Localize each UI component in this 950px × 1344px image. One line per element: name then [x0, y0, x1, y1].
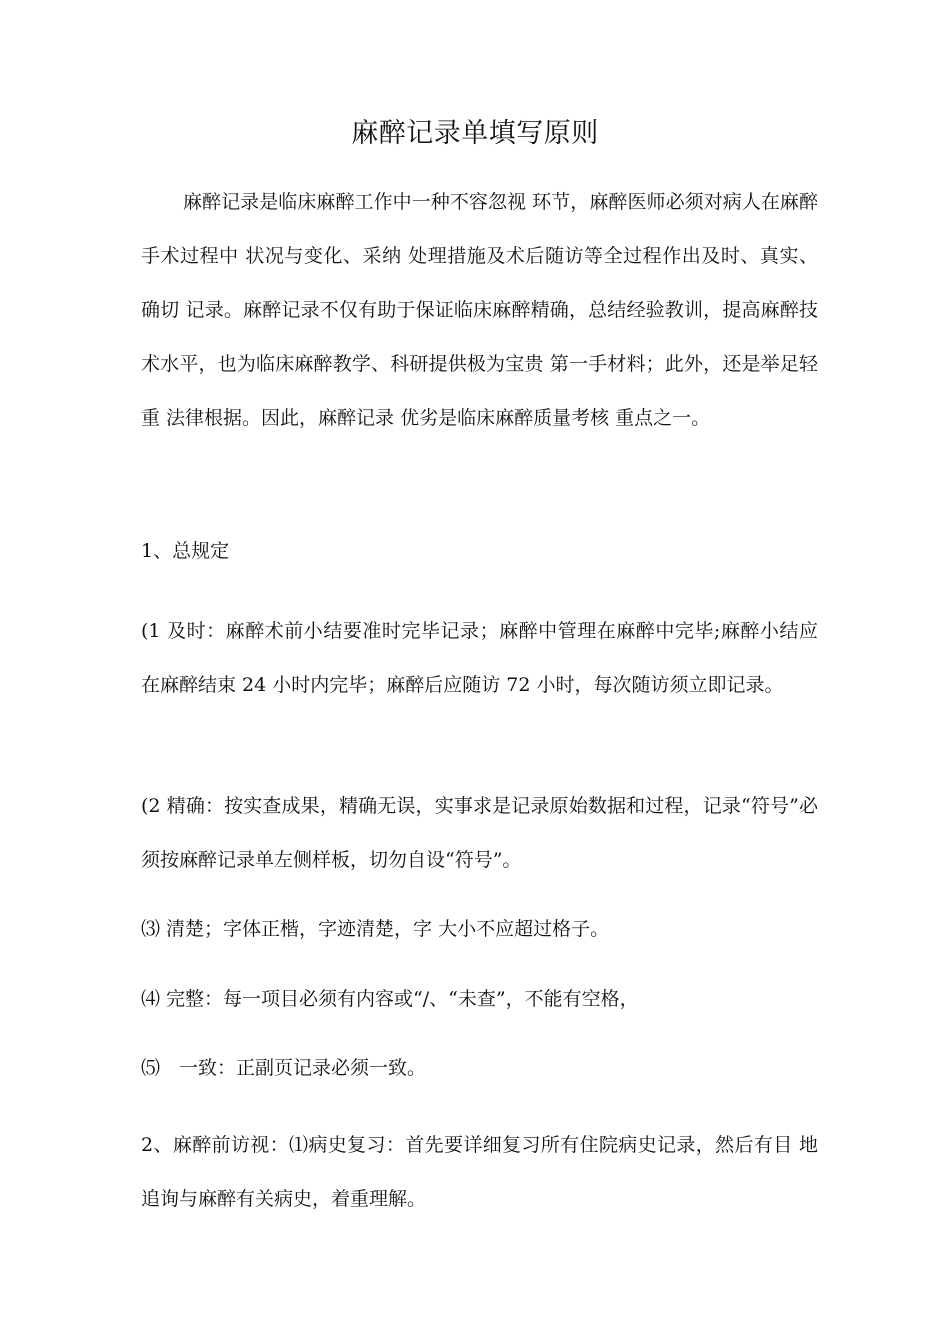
rule-complete: ⑷ 完整：每一项目必须有内容或“/、“未查”，不能有空格， [141, 988, 639, 1010]
intro-paragraph: 麻醉记录是临床麻醉工作中一种不容忽视 环节，麻醉医师必须对病人在麻醉手术过程中 状况与变化、采纳 处理措施及术后随访等全过程作出及时、真实、确切 记录。麻醉记录不仅有助于保证临床麻醉精确，总结经验教训，提高麻醉技术水平，也为临床麻醉教学、科研提供极为宝贵 第一手材料；此外，还是举足轻重 法律根据。因此，麻醉记录 优劣是临床麻醉质量考核 重点之一。 [141, 191, 818, 429]
rule-clear: ⑶ 清楚；字体正楷，字迹清楚，字 大小不应超过格子。 [141, 918, 610, 940]
document-title: 麻醉记录单填写原则 [351, 118, 599, 149]
rule-accurate: (2 精确：按实查成果，精确无误，实事求是记录原始数据和过程，记录“符号”必须按麻醉记录单左侧样板，切勿自设“符号”。 [141, 795, 818, 871]
section-preoperative-visit: 2、麻醉前访视：⑴病史复习：首先要详细复习所有住院病史记录，然后有目 地追询与麻醉有关病史，着重理解。 [141, 1134, 818, 1210]
rule-timely: (1 及时：麻醉术前小结要准时完毕记录；麻醉中管理在麻醉中完毕;麻醉小结应在麻醉结束 24 小时内完毕；麻醉后应随访 72 小时，每次随访须立即记录。 [141, 620, 818, 696]
section-heading-general-rules: 1、总规定 [141, 540, 230, 562]
rule-consistent: ⑸ 一致：正副页记录必须一致。 [141, 1057, 427, 1079]
